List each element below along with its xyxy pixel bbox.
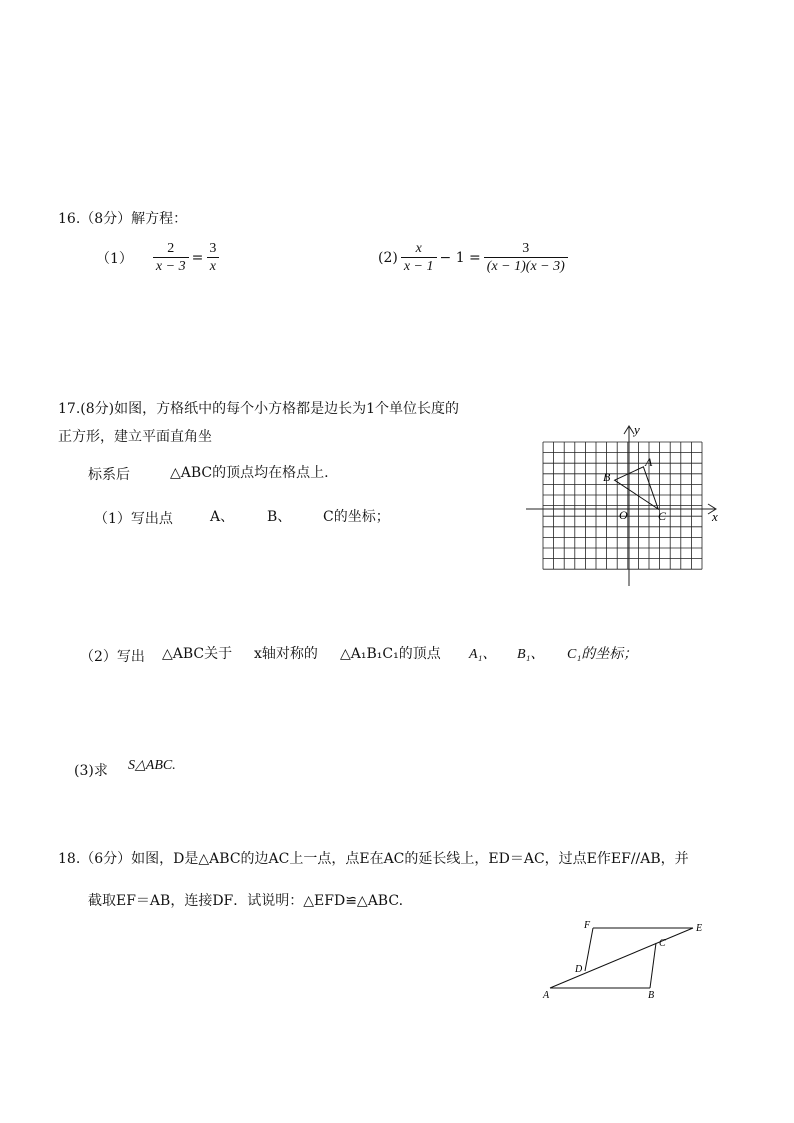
label-f: F xyxy=(584,920,591,931)
x-axis-label: x xyxy=(712,509,718,524)
q16-eq1-rhs-fraction xyxy=(206,240,219,275)
q17-part2-c1: C₁的坐标； xyxy=(567,647,638,662)
q16-eq2-rhs-denominator: (x − 1)(x − 3) xyxy=(484,257,568,275)
q16-eq1-equals: = xyxy=(191,249,204,266)
q16-equation-1 xyxy=(96,240,219,275)
q17-part1-point-a: A、 xyxy=(210,509,235,525)
q16-equation-2 xyxy=(378,240,568,275)
q16-eq2-rhs-fraction xyxy=(484,240,568,275)
q16-heading: 16.（8分）解方程： xyxy=(58,211,188,227)
segment-fd xyxy=(585,928,593,971)
q16-eq2-lhs-fraction xyxy=(401,240,437,275)
segment-ae xyxy=(550,928,693,988)
q17-part2-b1: B₁、 xyxy=(517,647,545,662)
label-a: A xyxy=(543,990,550,1001)
triangle-abc xyxy=(615,467,659,509)
point-a-label: A xyxy=(645,455,653,469)
point-b-label: B xyxy=(603,470,611,484)
y-axis-label: y xyxy=(634,422,640,437)
q18-line2: 截取EF＝AB，连接DF．试说明：△EFD≌△ABC. xyxy=(88,893,404,909)
q16-eq2-lhs-numerator: x xyxy=(415,241,422,256)
q17-part2-label: （2）写出 xyxy=(80,649,145,665)
q17-part2-triangle-a1b1c1: △A₁B₁C₁的顶点 xyxy=(340,646,441,662)
q16-eq1-lhs-numerator: 2 xyxy=(167,241,175,256)
q17-part3-area-expression: S△ABC. xyxy=(128,758,176,773)
point-c-label: C xyxy=(658,509,667,523)
q17-part1-point-c: C的坐标； xyxy=(323,509,390,525)
q17-line1: 17.(8分)如图，方格纸中的每个小方格都是边长为1个单位长度的 xyxy=(58,401,460,417)
label-c: C xyxy=(659,938,666,949)
q16-eq1-lhs-fraction xyxy=(153,240,189,275)
q16-eq2-rhs-numerator: 3 xyxy=(522,241,530,256)
q17-line3-a: 标系后 xyxy=(88,467,130,483)
q17-part2-triangle-abc: △ABC关于 xyxy=(162,646,233,662)
label-d: D xyxy=(575,964,583,975)
q17-part2-axis-x: x轴对称的 xyxy=(254,646,318,662)
segment-bc xyxy=(650,943,656,988)
q17-part3-label: (3)求 xyxy=(74,763,108,779)
q16-eq1-rhs-denominator: x xyxy=(207,257,219,275)
q16-eq1-lhs-denominator: x − 3 xyxy=(153,257,189,275)
label-e: E xyxy=(696,923,703,934)
grid-lines xyxy=(543,442,702,569)
q16-eq1-rhs-numerator: 3 xyxy=(209,241,217,256)
q17-part1-point-b: B、 xyxy=(267,509,292,525)
q17-coordinate-grid-figure xyxy=(526,422,726,590)
q17-line3-b: △ABC的顶点均在格点上. xyxy=(170,465,329,481)
q16-part2-label: (2) xyxy=(378,249,398,266)
q16-eq2-minus-one: − 1 = xyxy=(439,249,481,266)
q16-part1-label: （1） xyxy=(96,250,133,267)
q16-eq2-lhs-denominator: x − 1 xyxy=(401,257,437,275)
q17-part2-a1: A₁、 xyxy=(469,647,497,662)
q18-parallelogram-figure xyxy=(538,918,718,1002)
origin-label: O xyxy=(619,508,628,522)
label-b: B xyxy=(648,990,655,1001)
q17-line2: 正方形，建立平面直角坐 xyxy=(58,429,212,445)
q17-part1-label: （1）写出点 xyxy=(94,511,173,527)
q18-line1: 18.（6分）如图，D是△ABC的边AC上一点，点E在AC的延长线上，ED＝AC，过点E作EF//AB，并 xyxy=(58,851,689,867)
